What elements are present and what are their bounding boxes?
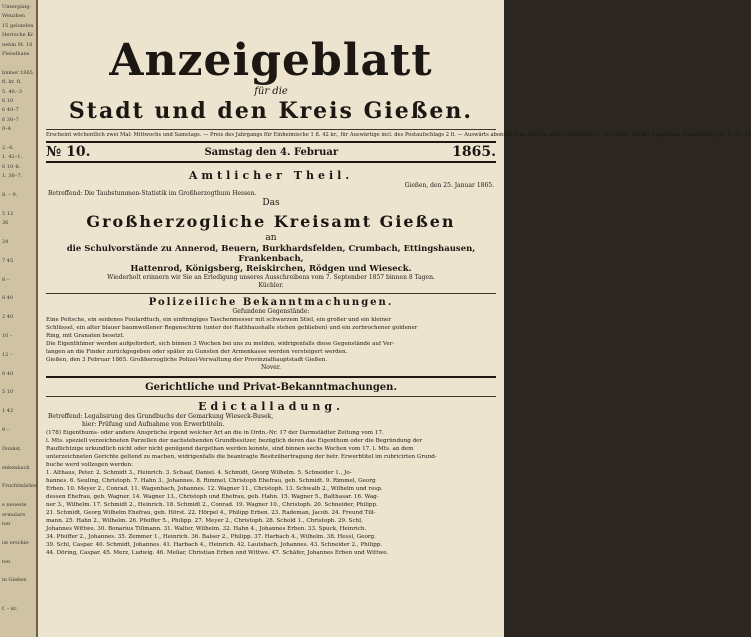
amtlicher-title: Amtlicher Theil.: [188, 169, 354, 182]
edikt-line: hannes. 6. Seuling, Christoph. 7. Hahn 3., Johannes. 8. Rimmel, Christoph Ehefrau, geb. Schmidt. 9. Rimmel, Georg: [46, 478, 376, 484]
polizei-line: langen an die Finder zurückgegeben oder später zu Gunsten der Armenkasse werden versteigert werden.: [46, 349, 348, 355]
spine-fragment: enkenbach: [2, 464, 30, 471]
edikt-line: Johannes Wittwe. 30. Bonarius Tillmann. 31. Walter, Wilhelm. 32. Hahn 4., Johannes Erben. 33. Spuck, Heinrich.: [46, 526, 367, 532]
spine-fragment: Herrsche Kr: [2, 32, 34, 39]
polizei-line: Ring, mit Granaten besetzt.: [46, 333, 125, 339]
spine-fragment: ist erschie-: [2, 539, 30, 546]
amtlicher-das: Das: [262, 198, 280, 208]
spine-fragment: 1 42: [2, 408, 14, 415]
edikt-line: Erben. 10. Meyer 2., Conrad. 11. Wagenbach, Johannes. 12. Wagner 11., Christoph. 13. Schwalb 2., Wilhelm und resp.: [46, 486, 383, 492]
divider: [46, 396, 496, 397]
spine-fragment: e neueste: [2, 502, 27, 509]
spine-fragment: f. – kr.: [2, 605, 18, 612]
edikt-line: 1. Althaus, Peter. 2. Schmidt 3., Heinrich. 3. Schaaf, Daniel. 4. Schmidt, Georg Wilhelm. 5. Schneider 1., Jo-: [46, 470, 352, 476]
newspaper-page: [38, 0, 751, 637]
polizei-line: Schlüssel, ein alter blauer baumwollener Regenschirm (unter der Rathhaushalle stehen geblieben) und ein zerbrochener goldener: [46, 325, 418, 331]
spine-fragment: 8 40: [2, 295, 14, 302]
adjacent-page-spine: [0, 0, 38, 637]
edikt-line: 21. Schmidt, Georg Wilhelm Ehefrau, geb. Hörst. 22. Hörpel 4., Philipp Erben. 23. Rademan, Jacob. 24. Freund Till-: [46, 510, 376, 516]
polizei-subtitle: Gefundene Gegenstände:: [232, 308, 310, 315]
edikt-betreff-2: hier: Prüfung und Aufnahme von Erwerbtiteln.: [82, 421, 225, 428]
edikt-line: dessen Ehefrau, geb. Wagner. 14. Wagner 13., Christoph und Ehefrau, geb. Hahn. 15. Wagner 5., Balthasar. 16. Wag-: [46, 494, 379, 500]
divider: [46, 293, 496, 294]
spine-fragment: 36: [2, 220, 9, 227]
edikt-line: Rauflichtzige urkundlich nicht oder nicht genügend dargethan werden konnte, sind binnen sechs Wochen vom 17. l. Mts. an dem: [46, 446, 414, 452]
spine-fragment: 8 –: [2, 276, 10, 283]
edikt-line: mann. 25. Hahn 2., Wilhelm. 26. Pfeiffer 5., Philipp. 27. Meyer 2., Christoph. 28. Schold 1., Christoph. 29. Schl,: [46, 518, 363, 524]
polizei-line: Eine Peitsche, ein seidenes Foulardtuch, ein einfinngiges Taschenmesser mit schwarzem Stiel, ein großer und ein kleiner: [46, 317, 392, 323]
masthead-subtitle: Stadt und den Kreis Gießen.: [68, 98, 474, 124]
edikt-line: unterzeichneten Gerichte geltend zu machen, widrigenfalls die beantragte Besitzübertragung der betr. Erwerbtitel im rubricirten Grund-: [46, 454, 437, 460]
spine-fragment: 8 40: [2, 370, 14, 377]
spine-fragment: fl. kr. fl.: [2, 79, 22, 86]
spine-fragment: 0–4.: [2, 126, 13, 133]
spine-fragment: 5. 40.–3: [2, 88, 22, 95]
issue-bar: [46, 141, 496, 163]
gerichtlich-title: Gerichtliche und Privat-Bekanntmachungen.: [145, 382, 397, 393]
issue-year: 1865.: [452, 144, 496, 160]
masthead-fuer: für die: [254, 86, 288, 97]
amtlicher-reminder: Wiederholt erinnern wir Sie an Erledigung unseres Ausschreibens vom 7. September 1857 binnen 8 Tagen.: [107, 274, 435, 281]
subscription-line: Erscheint wöchentlich zwei Mal: Mittwochs und Samstags. — Preis des Jahrgangs für Einheimische 1 fl. 42 kr., für Auswärtige incl. des Postaufschlags 2 fl. — Auswärts abonnirt man sich bei allen Postämtern. — In Gießen bei der Expedition (Kanzleiberg Lit. B. Nr. 1).: [46, 129, 496, 139]
edikt-betreff: Betreffend: Legalisirung des Grundbuchs der Gemarkung Wieseck-Busek,: [48, 413, 274, 420]
issue-date: Samstag den 4. Februar: [204, 146, 339, 158]
polizei-line: Gießen, den 3 Februar 1865. Großherzogliche Polizei-Verwaltung der Provinzialhauptstadt Gießen.: [46, 357, 328, 363]
edikt-line: 44. Döring, Caspar. 45. Merz, Ludwig. 46. Meliar, Christian Erben und Wittwe. 47. Schäfer, Johannes Erben und Wittwe.: [46, 550, 389, 556]
polizei-signature: Nover.: [261, 364, 281, 371]
spine-fragment: 10 –: [2, 333, 13, 339]
edikt-line: l. Mts. speziell verzeichneten Parzellen der nachstehenden Grundbesitzer, bezüglich deren das Eigenthum oder die Begründung der: [46, 438, 423, 444]
spine-fragment: 6 30–7: [2, 116, 19, 123]
polizei-line: Die Eigenthümer werden aufgefordert, sich binnen 3 Wochen bei uns zu melden, widrigenfalls diese Gegenstände auf Ver-: [46, 341, 395, 347]
issue-number: № 10.: [46, 144, 91, 160]
spine-fragment: 8. – 9.: [2, 192, 18, 198]
spine-fragment: 6 10–6.: [2, 163, 21, 170]
divider: [46, 376, 496, 378]
spine-fragment: 24: [2, 239, 9, 245]
edikt-line: (178) Eigenthums- oder andere Ansprüche irgend welcher Art an die in Ordn.-Nr. 17 der Darmstädter Zeitung vom 17.: [46, 430, 384, 436]
spine-fragment: 6 10: [2, 98, 14, 104]
spine-fragment: 1. 36–7.: [2, 173, 22, 180]
spine-fragment: 2 40: [2, 314, 14, 321]
spine-fragment: bnmer 1865.: [2, 69, 35, 76]
schulvorstaende-line1: die Schulvorstände zu Annerod, Beuern, Burkhardsfelden, Crumbach, Ettingshausen, Frankenbach,: [66, 244, 476, 264]
spine-fragment: 5 10: [2, 389, 14, 396]
masthead-title: Anzeigeblatt: [109, 35, 433, 86]
spine-fragment: Wenzhen: [2, 13, 25, 20]
edikt-line: ner 3., Wilhelm. 17. Schmidt 2., Heinrich. 18. Schmidt 2., Conrad. 19. Wagner 10., Christoph. 20. Schneider, Philipp.: [46, 502, 378, 508]
polizei-title: Polizeiliche Bekanntmachungen.: [148, 297, 394, 308]
kreisamt-title: Großherzogliche Kreisamt Gießen: [86, 212, 456, 231]
edikt-body: [38, 429, 504, 557]
edikt-line: buche werd vollzogen werden:: [46, 462, 133, 468]
spine-fragment: 7 45: [2, 257, 14, 264]
amtlicher-signature: Küchler.: [258, 282, 284, 289]
edikt-line: 34. Pfeiffer 2., Johannes. 35. Zemmer 1., Heinrich. 36. Balser 2., Philipp. 37. Harbach 4., Wilhelm. 38. Hessl, Georg.: [46, 534, 376, 540]
edikt-line: 39. Schl, Caspar. 40. Schmidt, Johannes. 41. Harbach 4., Heinrich. 42. Lautsbach, Johannes. 43. Schneider 2., Philipp.: [46, 542, 383, 548]
spine-fragment: in Gießen: [2, 577, 27, 584]
spine-fragment: 12 –: [2, 351, 13, 358]
masthead: [38, 35, 504, 124]
spine-fragment: 9 –: [2, 427, 10, 433]
edikt-title: Edictalladung.: [198, 400, 344, 413]
spine-fragment: ten: [2, 558, 11, 565]
spine-fragment: Fruchtmärkte: [2, 483, 38, 490]
spine-fragment: nehm M. 10: [2, 41, 33, 48]
spine-fragment: ten: [2, 521, 11, 527]
spine-fragment: 2.–6.: [2, 145, 15, 151]
spine-fragment: Untergäng-: [2, 4, 32, 10]
spine-fragment: 6 40–7: [2, 107, 19, 114]
spine-fragment: 15 gelunden: [2, 22, 34, 29]
amtlicher-betreff: Betreffend: Die Taubstummen-Statistik im Großherzogthum Hessen.: [48, 190, 257, 197]
spine-fragment: ermulare: [2, 511, 26, 518]
amtlicher-an: an: [265, 233, 277, 243]
schulvorstaende-line2: Hattenrod, Königsberg, Reiskirchen, Rödgen und Wieseck.: [130, 264, 412, 274]
spine-fragment: Fleisdbans: [2, 51, 30, 57]
amtlicher-dateline: Gießen, den 25. Januar 1865.: [404, 182, 494, 189]
spine-fragment: 1. 42–1.: [2, 154, 22, 161]
spine-fragment: Dunkst.: [2, 445, 22, 452]
spine-fragment: 5 12: [2, 210, 14, 217]
